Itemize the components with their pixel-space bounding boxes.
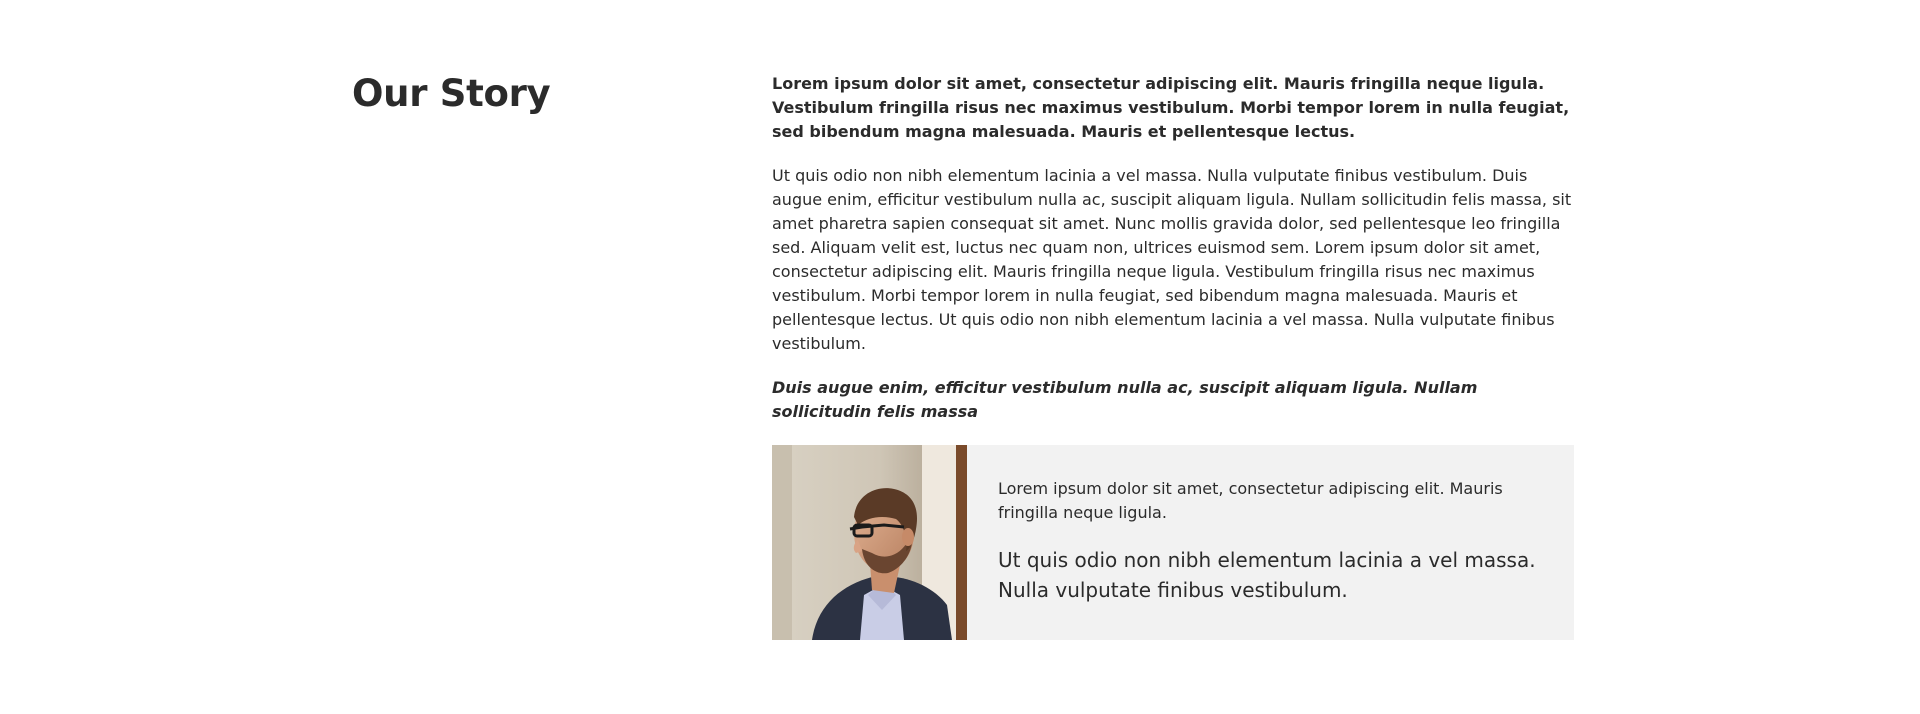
heading-column <box>352 70 732 118</box>
portrait-illustration <box>772 445 967 640</box>
body-paragraph: Ut quis odio non nibh elementum lacinia a vel massa. Nulla vulputate finibus vestibulum. Duis augue enim, efficitur vestibulum nulla ac, suscipit aliquam ligula. Nullam sollicitudin felis massa, sit amet pharetra sapien consequat sit amet. Nunc mollis gravida dolor, sed pellentesque leo fringilla sed. Aliquam velit est, luctus nec quam non, ultrices euismod sem. Lorem ipsum dolor sit amet, consectetur adipiscing elit. Mauris fringilla neque ligula. Vestibulum fringilla risus nec maximus vestibulum. Morbi tempor lorem in nulla feugiat, sed bibendum magna malesuada. Mauris et pellentesque lectus. Ut quis odio non nibh elementum lacinia a vel massa. Nulla vulputate finibus vestibulum. <box>772 166 1572 353</box>
lead-paragraph: Lorem ipsum dolor sit amet, consectetur adipiscing elit. Mauris fringilla neque ligula. Vestibulum fringilla risus nec maximus vestibulum. Morbi tempor lorem in nulla feugiat, sed bibendum magna malesuada. Mauris et pellentesque lectus. <box>772 74 1570 141</box>
testimonial-large-text: Ut quis odio non nibh elementum lacinia a vel massa. Nulla vulputate finibus vestibulum. <box>998 548 1536 602</box>
testimonial-text <box>998 477 1554 605</box>
content-column <box>772 72 1572 444</box>
testimonial-small-text: Lorem ipsum dolor sit amet, consectetur adipiscing elit. Mauris fringilla neque ligula. <box>998 479 1503 522</box>
emphasis-paragraph: Duis augue enim, efficitur vestibulum nulla ac, suscipit aliquam ligula. Nullam sollicitudin felis massa <box>772 378 1478 421</box>
portrait-photo <box>772 445 967 640</box>
testimonial-panel <box>772 445 1574 640</box>
page-title: Our Story <box>352 72 551 115</box>
